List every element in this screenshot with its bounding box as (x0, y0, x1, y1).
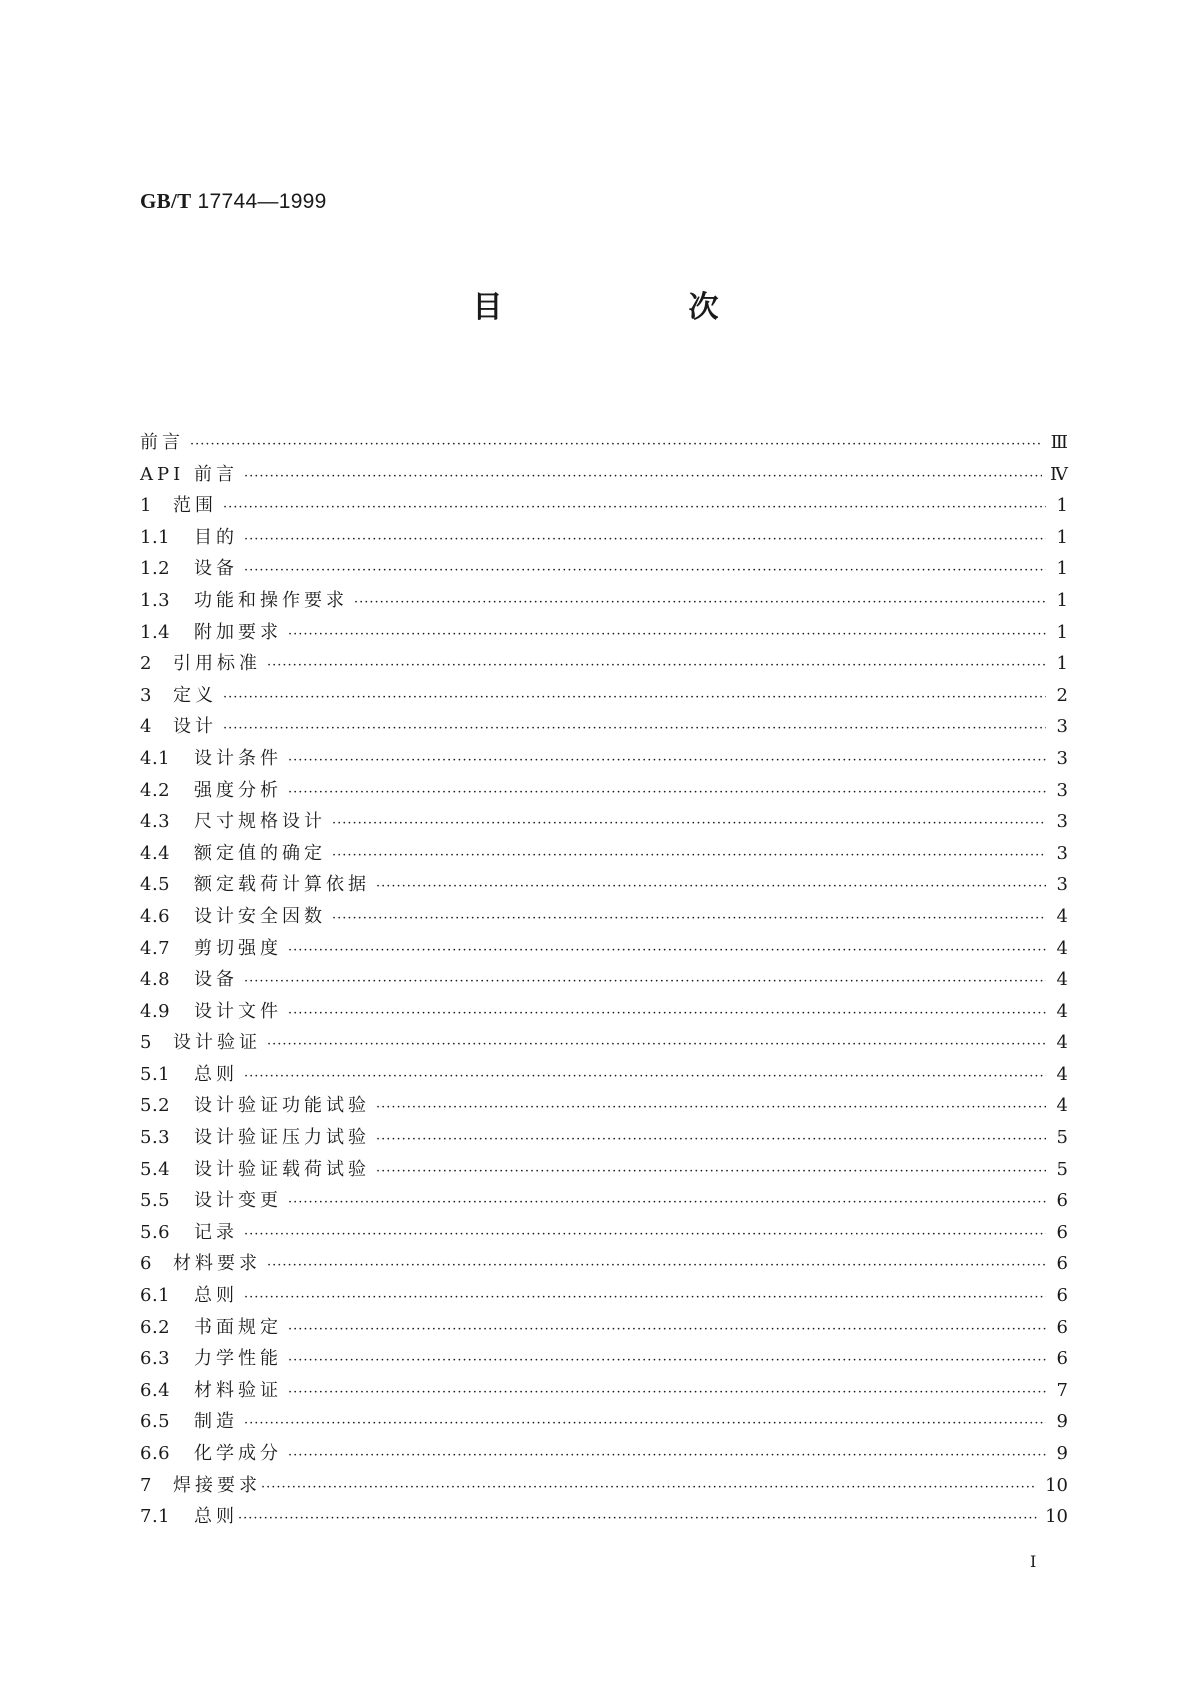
toc-entry-page: 6 (1056, 1221, 1068, 1243)
toc-entry-label: 功能和操作要求 (194, 589, 348, 611)
toc-entry[interactable] (140, 1249, 1068, 1281)
toc-entry-number: 5.1 (140, 1063, 171, 1085)
toc-dot-leader (267, 1037, 1046, 1052)
toc-entry-page: 1 (1056, 653, 1068, 675)
toc-entry-label: 设备 (194, 969, 238, 991)
toc-entry-label: 制造 (194, 1411, 238, 1433)
toc-entry[interactable] (140, 1281, 1068, 1313)
toc-entry[interactable] (140, 997, 1068, 1029)
toc-dot-leader (376, 1164, 1046, 1179)
standard-code (140, 189, 327, 214)
toc-dot-leader (223, 690, 1046, 705)
toc-entry-label: 目的 (194, 526, 238, 548)
toc-entry-number: 4.7 (140, 937, 171, 959)
toc-dot-leader (261, 1480, 1037, 1495)
toc-entry-number: 1.2 (140, 558, 171, 580)
toc-entry[interactable] (140, 902, 1068, 934)
toc-entry-page: 6 (1056, 1316, 1068, 1338)
toc-entry[interactable] (140, 428, 1068, 460)
toc-entry[interactable] (140, 839, 1068, 871)
toc-entry-label: API 前言 (140, 463, 238, 485)
toc-dot-leader (376, 1132, 1046, 1147)
toc-dot-leader (288, 1006, 1046, 1021)
toc-entry-page: 4 (1056, 1000, 1068, 1022)
toc-entry[interactable] (140, 460, 1068, 492)
toc-entry-label: 设计变更 (194, 1190, 282, 1212)
toc-entry[interactable] (140, 1376, 1068, 1408)
toc-entry-number: 4.5 (140, 874, 171, 896)
toc-entry[interactable] (140, 1502, 1068, 1534)
toc-entry-page: Ⅳ (1050, 463, 1068, 485)
toc-entry-number: 6.2 (140, 1316, 171, 1338)
toc-entry-number: 5.4 (140, 1158, 171, 1180)
toc-entry-page: 5 (1056, 1127, 1068, 1149)
toc-dot-leader (288, 753, 1046, 768)
page-number: Ⅰ (1030, 1552, 1037, 1571)
toc-dot-leader (354, 595, 1046, 610)
toc-dot-leader (244, 974, 1046, 989)
toc-entry-number: 5.3 (140, 1127, 171, 1149)
toc-entry-page: 9 (1056, 1443, 1068, 1464)
toc-dot-leader (376, 879, 1046, 894)
toc-dot-leader (244, 469, 1042, 484)
toc-entry-page: 4 (1056, 1063, 1068, 1085)
toc-entry-label: 焊接要求 (173, 1474, 261, 1496)
toc-dot-leader (288, 1195, 1046, 1210)
toc-entry[interactable] (140, 681, 1068, 713)
toc-dot-leader (288, 1353, 1046, 1368)
toc-entry[interactable] (140, 1313, 1068, 1345)
toc-entry-page: 6 (1056, 1253, 1068, 1275)
toc-entry-label: 设备 (194, 558, 238, 580)
toc-dot-leader (332, 911, 1046, 926)
toc-entry-label: 总则 (194, 1285, 238, 1307)
toc-entry-label: 设计条件 (194, 747, 282, 769)
toc-dot-leader (288, 785, 1046, 800)
toc-entry-label: 设计验证压力试验 (194, 1127, 370, 1149)
page-title: 目 次 (472, 290, 797, 325)
toc-entry-page: 9 (1056, 1411, 1068, 1433)
toc-entry-label: 书面规定 (194, 1316, 282, 1338)
toc-entry[interactable] (140, 1123, 1068, 1155)
toc-entry-label: 额定值的确定 (194, 842, 326, 864)
toc-dot-leader (288, 627, 1046, 642)
toc-entry-label: 总则 (194, 1506, 238, 1528)
toc-entry[interactable] (140, 618, 1068, 650)
toc-entry[interactable] (140, 649, 1068, 681)
toc-entry-label: 设计验证载荷试验 (194, 1158, 370, 1180)
toc-dot-leader (267, 658, 1046, 673)
toc-entry-label: 引用标准 (173, 653, 261, 675)
toc-entry-page: 10 (1045, 1506, 1068, 1528)
toc-entry-label: 材料验证 (194, 1379, 282, 1401)
toc-entry-page: 7 (1056, 1379, 1068, 1401)
toc-entry-label: 剪切强度 (194, 937, 282, 959)
toc-entry-number: 1.1 (140, 526, 171, 548)
toc-entry-page: 5 (1056, 1158, 1068, 1180)
toc-entry-label: 设计安全因数 (194, 905, 326, 927)
toc-entry-label: 设计验证 (173, 1032, 261, 1054)
toc-entry-page: 1 (1056, 526, 1068, 548)
toc-entry-page: 4 (1056, 937, 1068, 959)
toc-entry-page: 1 (1056, 621, 1068, 643)
toc-entry-number: 4.1 (140, 747, 171, 769)
toc-dot-leader (332, 848, 1046, 863)
standard-number: 17744—1999 (197, 190, 327, 213)
standard-prefix: GB/T (140, 189, 192, 213)
toc-entry[interactable] (140, 1060, 1068, 1092)
toc-entry-page: 1 (1056, 589, 1068, 611)
toc-entry-label: 定义 (173, 684, 217, 706)
toc-entry-page: 2 (1056, 684, 1068, 706)
toc-dot-leader (332, 816, 1046, 831)
toc-entry-number: 4.9 (140, 1000, 171, 1022)
toc-dot-leader (288, 943, 1046, 958)
toc-entry-page: 6 (1056, 1190, 1068, 1212)
toc-entry-number: 6.6 (140, 1443, 171, 1464)
toc-entry-number: 2 (140, 653, 152, 675)
toc-entry[interactable] (140, 1028, 1068, 1060)
toc-entry-number: 5.5 (140, 1190, 171, 1212)
toc-entry-page: 6 (1056, 1348, 1068, 1370)
toc-entry-number: 7 (140, 1474, 152, 1496)
toc-entry[interactable] (140, 1155, 1068, 1187)
toc-entry-number: 4.3 (140, 811, 171, 833)
toc-entry-number: 7.1 (140, 1506, 171, 1528)
toc-dot-leader (244, 563, 1046, 578)
toc-entry-label: 化学成分 (194, 1443, 282, 1464)
toc-entry-number: 6.4 (140, 1379, 171, 1401)
toc-dot-leader (267, 1258, 1046, 1273)
toc-entry-number: 4.6 (140, 905, 171, 927)
toc-entry-number: 5 (140, 1032, 152, 1054)
toc-entry-number: 6.1 (140, 1285, 171, 1307)
toc-entry-label: 记录 (194, 1221, 238, 1243)
toc-entry[interactable] (140, 1439, 1068, 1471)
toc-entry-number: 1 (140, 495, 152, 517)
toc-entry[interactable] (140, 1186, 1068, 1218)
toc-dot-leader (288, 1322, 1046, 1337)
toc-entry[interactable] (140, 1407, 1068, 1439)
toc-entry[interactable] (140, 934, 1068, 966)
toc-entry-number: 4.2 (140, 779, 171, 801)
toc-entry-page: 3 (1056, 842, 1068, 864)
toc-entry-number: 6.5 (140, 1411, 171, 1433)
toc-entry-number: 5.6 (140, 1221, 171, 1243)
toc-dot-leader (190, 437, 1043, 452)
toc-entry-number: 5.2 (140, 1095, 171, 1117)
toc-entry-number: 6 (140, 1253, 152, 1275)
toc-entry-page: 4 (1056, 905, 1068, 927)
toc-entry-number: 3 (140, 684, 152, 706)
toc-entry-number: 6.3 (140, 1348, 171, 1370)
toc-dot-leader (244, 1069, 1046, 1084)
toc-entry[interactable] (140, 712, 1068, 744)
toc-dot-leader (288, 1448, 1046, 1463)
toc-dot-leader (238, 1511, 1037, 1526)
toc-entry-page: 3 (1056, 716, 1068, 738)
toc-dot-leader (244, 1227, 1046, 1242)
toc-entry[interactable] (140, 491, 1068, 523)
toc-entry-label: 设计 (173, 716, 217, 738)
toc-dot-leader (244, 1290, 1046, 1305)
toc-entry-page: 4 (1056, 1032, 1068, 1054)
toc-entry[interactable] (140, 807, 1068, 839)
toc-entry-label: 尺寸规格设计 (194, 811, 326, 833)
toc-entry[interactable] (140, 965, 1068, 997)
toc-entry-page: 1 (1056, 495, 1068, 517)
toc-entry-number: 4 (140, 716, 152, 738)
toc-entry[interactable] (140, 1091, 1068, 1123)
toc-entry[interactable] (140, 523, 1068, 555)
toc-entry[interactable] (140, 1471, 1068, 1503)
toc-entry-label: 附加要求 (194, 621, 282, 643)
table-of-contents (140, 428, 1068, 1534)
toc-entry-page: 3 (1056, 874, 1068, 896)
toc-entry-label: 设计验证功能试验 (194, 1095, 370, 1117)
toc-entry-label: 力学性能 (194, 1348, 282, 1370)
toc-entry-label: 前言 (140, 432, 184, 453)
toc-dot-leader (376, 1100, 1046, 1115)
toc-entry-page: 3 (1056, 747, 1068, 769)
toc-entry-label: 总则 (194, 1063, 238, 1085)
toc-entry-number: 4.8 (140, 969, 171, 991)
toc-dot-leader (244, 532, 1046, 547)
toc-entry-label: 材料要求 (173, 1253, 261, 1275)
toc-entry-page: 3 (1056, 811, 1068, 833)
toc-entry-label: 强度分析 (194, 779, 282, 801)
toc-entry-label: 设计文件 (194, 1000, 282, 1022)
toc-dot-leader (244, 1416, 1046, 1431)
toc-entry[interactable] (140, 776, 1068, 808)
toc-entry-number: 1.4 (140, 621, 171, 643)
toc-entry-page: 6 (1056, 1285, 1068, 1307)
toc-entry[interactable] (140, 744, 1068, 776)
toc-dot-leader (288, 1385, 1046, 1400)
toc-entry-label: 范围 (173, 495, 217, 517)
toc-entry[interactable] (140, 1218, 1068, 1250)
toc-entry-page: 1 (1056, 558, 1068, 580)
toc-dot-leader (223, 500, 1046, 515)
toc-entry-label: 额定载荷计算依据 (194, 874, 370, 896)
toc-entry-page: 3 (1056, 779, 1068, 801)
toc-entry[interactable] (140, 870, 1068, 902)
toc-entry-page: Ⅲ (1050, 432, 1068, 453)
toc-entry[interactable] (140, 1344, 1068, 1376)
toc-entry-page: 10 (1045, 1474, 1068, 1496)
toc-entry-page: 4 (1056, 1095, 1068, 1117)
toc-entry[interactable] (140, 554, 1068, 586)
toc-entry[interactable] (140, 586, 1068, 618)
toc-entry-number: 4.4 (140, 842, 171, 864)
toc-entry-number: 1.3 (140, 589, 171, 611)
toc-dot-leader (223, 721, 1046, 736)
toc-entry-page: 4 (1056, 969, 1068, 991)
